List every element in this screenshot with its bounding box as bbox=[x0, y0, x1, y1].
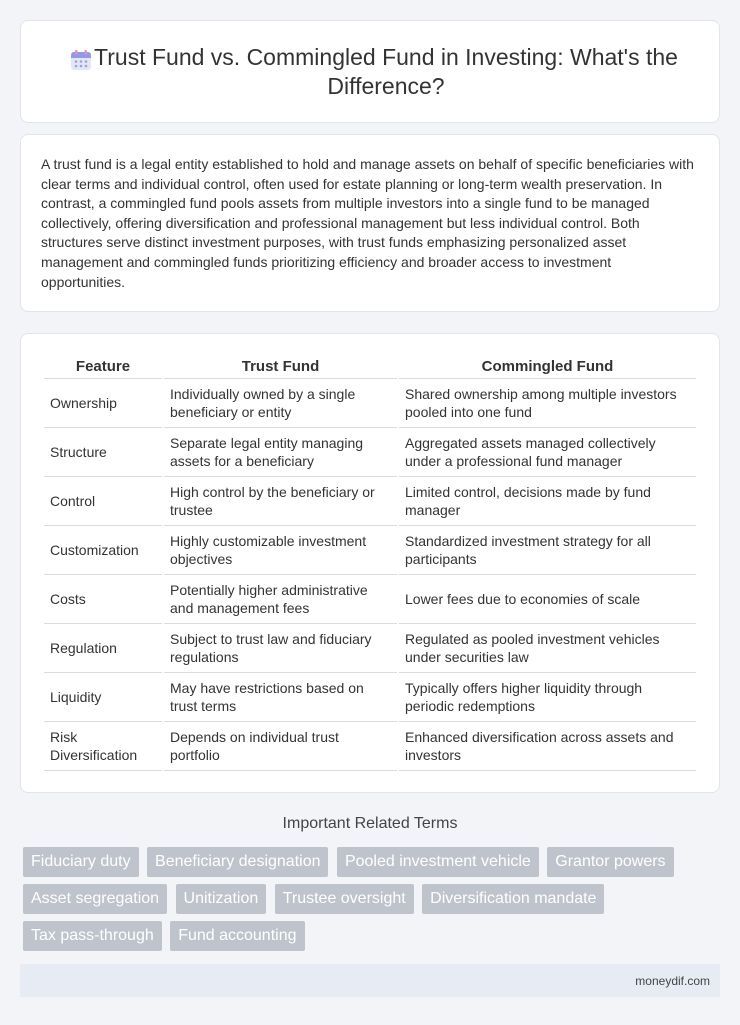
trust-fund-cell: Highly customizable investment objectives bbox=[164, 526, 397, 575]
related-term-tag[interactable]: Pooled investment vehicle bbox=[337, 847, 539, 877]
feature-cell: Costs bbox=[44, 575, 162, 624]
comparison-table bbox=[42, 354, 698, 771]
table-row bbox=[44, 477, 696, 526]
related-term-tag[interactable]: Unitization bbox=[176, 884, 267, 914]
commingled-fund-cell: Enhanced diversification across assets and investors bbox=[399, 722, 696, 771]
related-term-tag[interactable]: Trustee oversight bbox=[275, 884, 414, 914]
trust-fund-cell: Depends on individual trust portfolio bbox=[164, 722, 397, 771]
header-trust-fund: Trust Fund bbox=[164, 354, 397, 379]
feature-cell: Regulation bbox=[44, 624, 162, 673]
table-row bbox=[44, 673, 696, 722]
header-card bbox=[20, 20, 720, 123]
footer-site-link[interactable]: moneydif.com bbox=[635, 974, 710, 988]
trust-fund-cell: Individually owned by a single beneficiary or entity bbox=[164, 379, 397, 428]
commingled-fund-cell: Aggregated assets managed collectively under a professional fund manager bbox=[399, 428, 696, 477]
commingled-fund-cell: Lower fees due to economies of scale bbox=[399, 575, 696, 624]
feature-cell: Risk Diversification bbox=[44, 722, 162, 771]
commingled-fund-cell: Typically offers higher liquidity through periodic redemptions bbox=[399, 673, 696, 722]
related-term-tag[interactable]: Asset segregation bbox=[23, 884, 167, 914]
trust-fund-cell: Potentially higher administrative and management fees bbox=[164, 575, 397, 624]
feature-cell: Ownership bbox=[44, 379, 162, 428]
trust-fund-cell: Separate legal entity managing assets for a beneficiary bbox=[164, 428, 397, 477]
commingled-fund-cell: Shared ownership among multiple investors pooled into one fund bbox=[399, 379, 696, 428]
commingled-fund-cell: Regulated as pooled investment vehicles under securities law bbox=[399, 624, 696, 673]
related-term-tag[interactable]: Beneficiary designation bbox=[147, 847, 328, 877]
related-terms-list bbox=[20, 847, 720, 958]
commingled-fund-cell: Standardized investment strategy for all participants bbox=[399, 526, 696, 575]
trust-fund-cell: High control by the beneficiary or trustee bbox=[164, 477, 397, 526]
calendar-icon bbox=[69, 48, 93, 72]
header-commingled-fund: Commingled Fund bbox=[399, 354, 696, 379]
table-row bbox=[44, 575, 696, 624]
comparison-table-card bbox=[20, 333, 720, 793]
feature-cell: Structure bbox=[44, 428, 162, 477]
related-term-tag[interactable]: Tax pass-through bbox=[23, 921, 162, 951]
table-row bbox=[44, 428, 696, 477]
related-terms-title: Important Related Terms bbox=[282, 815, 458, 832]
table-row bbox=[44, 722, 696, 771]
related-term-tag[interactable]: Grantor powers bbox=[547, 847, 673, 877]
page-title: Trust Fund vs. Commingled Fund in Investing: What's the Difference? bbox=[94, 44, 678, 99]
related-term-tag[interactable]: Diversification mandate bbox=[422, 884, 604, 914]
table-row bbox=[44, 624, 696, 673]
trust-fund-cell: May have restrictions based on trust terms bbox=[164, 673, 397, 722]
commingled-fund-cell: Limited control, decisions made by fund manager bbox=[399, 477, 696, 526]
table-row bbox=[44, 526, 696, 575]
intro-card bbox=[20, 134, 720, 312]
footer bbox=[20, 964, 720, 997]
trust-fund-cell: Subject to trust law and fiduciary regulations bbox=[164, 624, 397, 673]
header-feature: Feature bbox=[44, 354, 162, 379]
table-row bbox=[44, 379, 696, 428]
feature-cell: Liquidity bbox=[44, 673, 162, 722]
feature-cell: Control bbox=[44, 477, 162, 526]
related-term-tag[interactable]: Fiduciary duty bbox=[23, 847, 139, 877]
feature-cell: Customization bbox=[44, 526, 162, 575]
table-header-row bbox=[44, 354, 696, 379]
related-term-tag[interactable]: Fund accounting bbox=[170, 921, 304, 951]
intro-text: A trust fund is a legal entity established to hold and manage assets on behalf of specific beneficiaries with clear terms and individual control, often used for estate planning or long-term wealth preservation. In contrast, a commingled fund pools assets from multiple investors into a single fund to be managed collectively, offering diversification and professional management but less individual control. Both structures serve distinct investment purposes, with trust funds emphasizing personalized asset management and commingled funds prioritizing efficiency and broader access to investment opportunities. bbox=[41, 156, 694, 290]
